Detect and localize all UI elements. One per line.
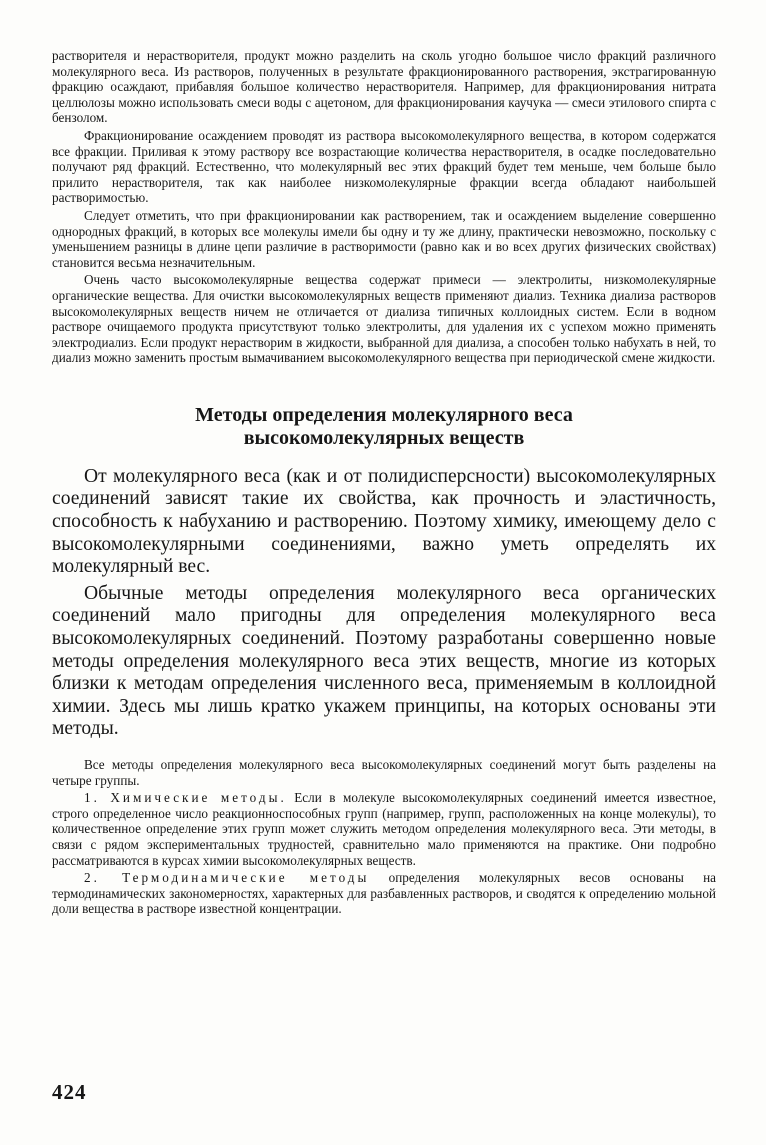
method-heading-thermodynamic: 2. Термодинамические методы	[84, 870, 370, 886]
method-heading-chemical: 1. Химические методы.	[84, 790, 287, 806]
section-title-line-1: Методы определения молекулярного веса	[195, 403, 573, 426]
paragraph: Следует отметить, что при фракционировании как растворением, так и осаждением выделение совершенно однородных фракций, в которых все молекулы имели бы одну и ту же длину, практически невозможно, поскольку с уменьшением разницы в длине цепи различие в растворимости (равно как и во всех других физических свойствах) становится весьма незначительным.	[52, 207, 716, 270]
paragraph: Очень часто высокомолекулярные вещества содержат примеси — электролиты, низкомолекулярные органические вещества. Для очистки высокомолекулярных веществ применяют диализ. Техника диализа растворов высокомолекулярных веществ ничем не отличается от диализа типичных коллоидных систем. Если в водном растворе очищаемого продукта присутствуют только электролиты, для удаления их с успехом можно применять электродиализ. Если продукт нерастворим в жидкости, выбранной для диализа, а способен только набухать в ней, то диализ можно заменить простым вымачиванием высокомолекулярного вещества при периодической смене жидкости.	[52, 272, 716, 366]
methods-list-block	[52, 757, 716, 917]
section-title	[52, 404, 716, 450]
method-item-thermodynamic	[52, 870, 716, 917]
paragraph: Фракционирование осаждением проводят из раствора высокомолекулярного вещества, в котором содержатся все фракции. Приливая к этому раствору все возрастающие количества нерастворителя, в осадке последовательно получают ряд фракций. Естественно, что молекулярный вес этих фракций будет тем меньше, чем больше было прилито нерастворителя, так как наиболее низкомолекулярные фракции всегда обладают наибольшей растворимостью.	[52, 127, 716, 206]
paragraph: растворителя и нерастворителя, продукт можно разделить на сколь угодно большое число фракций различного молекулярного веса. Из растворов, полученных в результате фракционированного растворения, экстрагированную фракцию осаждают, прибавляя большое количество нерастворителя. Например, для фракционирования нитрата целлюлозы можно использовать смеси воды с ацетоном, для фракционирования каучука — смеси этилового спирта с бензолом.	[52, 48, 716, 126]
methods-intro: Все методы определения молекулярного веса высокомолекулярных соединений могут быть разделены на четыре группы.	[52, 757, 716, 788]
top-text-block	[52, 48, 716, 366]
method-text-thermodynamic: определения молекулярных весов основаны на термодинамических закономерностях, характерных для разбавленных растворов, и сводятся к определению мольной доли вещества в растворе известной концентрации.	[52, 870, 716, 917]
large-text-block	[52, 466, 716, 741]
section-title-line-2: высокомолекулярных веществ	[243, 426, 525, 449]
method-text-chemical: Если в молекуле высокомолекулярных соединений имеется известное, строго определенное число реакционноспособных групп (например, групп, расположенных на конце молекулы), то количественное определение этих групп может служить методом определения молекулярного веса. Эти методы, в связи с рядом экспериментальных трудностей, сравнительно мало применяются на практике. Они подробно рассматриваются в курсах химии высокомолекулярных веществ.	[52, 790, 716, 868]
paragraph: Обычные методы определения молекулярного веса органических соединений мало пригодны для определения молекулярного веса высокомолекулярных соединений. Поэтому разработаны совершенно новые методы определения молекулярного веса этих веществ, многие из которых близки к методам определения численного веса, применяемым в коллоидной химии. Здесь мы лишь кратко укажем принципы, на которых основаны эти методы.	[52, 582, 716, 740]
method-item-chemical	[52, 790, 716, 868]
paragraph: От молекулярного веса (как и от полидисперсности) высокомолекулярных соединений зависят такие их свойства, как прочность и эластичность, способность к набуханию и растворению. Поэтому химику, имеющему дело с высокомолекулярными соединениями, важно уметь определять их молекулярный вес.	[52, 465, 716, 578]
page-number: 424	[52, 1080, 87, 1104]
